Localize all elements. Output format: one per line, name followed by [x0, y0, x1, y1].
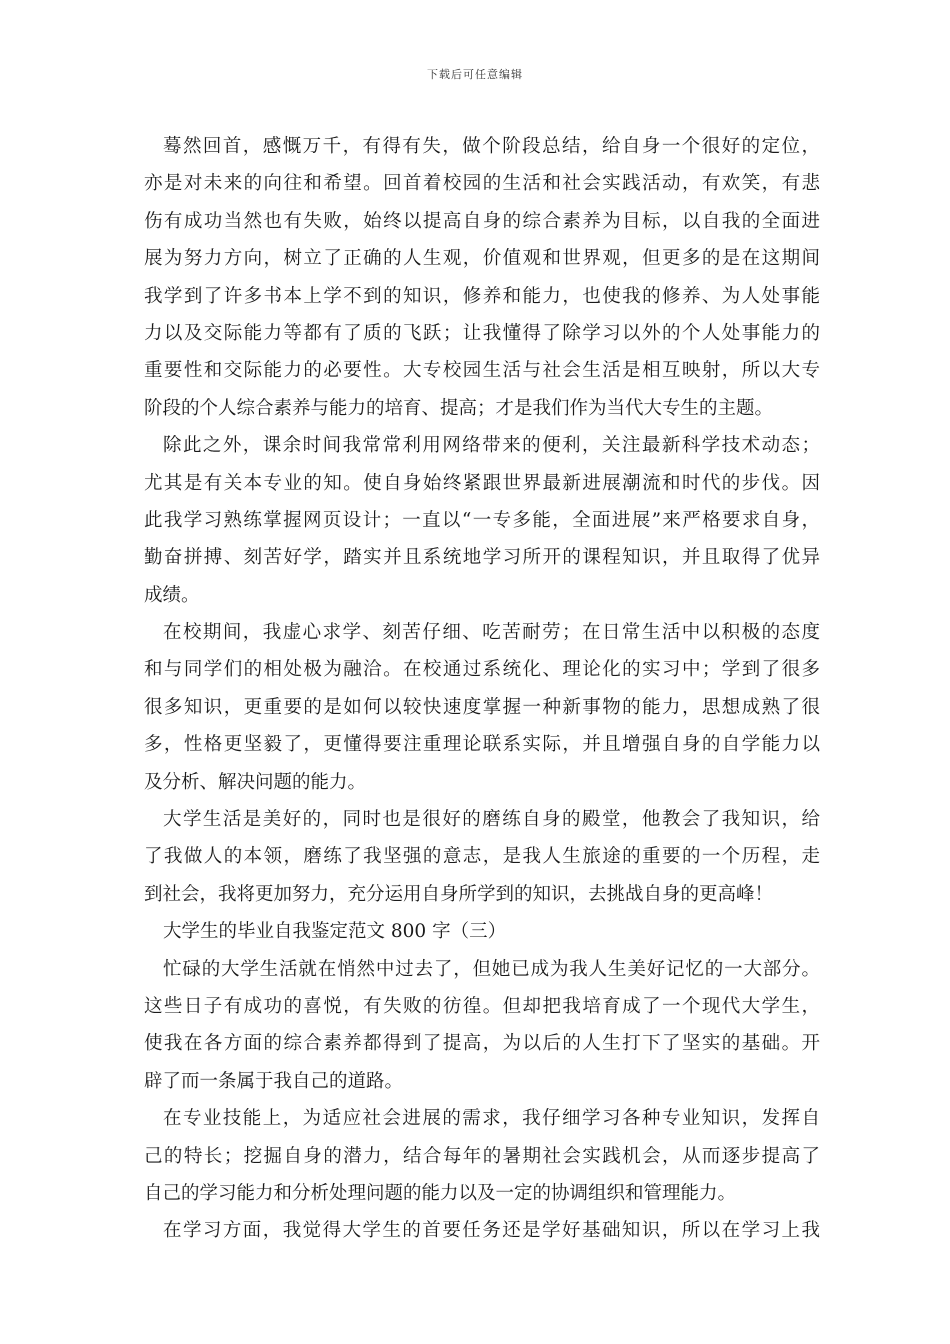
page-header: 下载后可任意编辑 — [427, 68, 523, 81]
text-line: 了我做人的本领，磨练了我坚强的意志，是我人生旅途的重要的一个历程，走 — [144, 846, 820, 868]
text-line: 力以及交际能力等都有了质的飞跃；让我懂得了除学习以外的个人处事能力的 — [144, 322, 820, 344]
text-line: 成绩。 — [144, 584, 200, 606]
text-line: 展为努力方向，树立了正确的人生观，价值观和世界观，但更多的是在这期间 — [144, 248, 820, 270]
text-line: 勤奋拼搏、刻苦好学，踏实并且系统地学习所开的课程知识，并且取得了优异 — [144, 547, 820, 569]
document-body — [144, 128, 820, 1250]
text-line: 我学到了许多书本上学不到的知识，修养和能力，也使我的修养、为人处事能 — [144, 285, 820, 307]
text-line: 亦是对未来的向往和希望。回首着校园的生活和社会实践活动，有欢笑，有悲 — [144, 173, 820, 195]
text-line: 到社会，我将更加努力，充分运用自身所学到的知识，去挑战自身的更高峰！ — [144, 883, 774, 905]
text-line: 重要性和交际能力的必要性。大专校园生活与社会生活是相互映射，所以大专 — [144, 360, 820, 382]
text-line: 在校期间，我虚心求学、刻苦仔细、吃苦耐劳；在日常生活中以积极的态度 — [163, 622, 820, 644]
text-line: 己的特长；挖掘自身的潜力，结合每年的暑期社会实践机会，从而逐步提高了 — [144, 1145, 820, 1167]
text-line: 蓦然回首，感慨万千，有得有失，做个阶段总结，给自身一个很好的定位， — [163, 136, 820, 157]
text-line: 阶段的个人综合素养与能力的培育、提高；才是我们作为当代大专生的主题。 — [144, 397, 774, 419]
text-line: 辟了而一条属于我自己的道路。 — [144, 1070, 404, 1092]
text-line: 使我在各方面的综合素养都得到了提高，为以后的人生打下了坚实的基础。开 — [144, 1033, 820, 1055]
text-line: 伤有成功当然也有失败，始终以提高自身的综合素养为目标，以自我的全面进 — [144, 210, 820, 232]
text-line: 及分析、解决问题的能力。 — [144, 771, 367, 793]
text-line: 忙碌的大学生活就在悄然中过去了，但她已成为我人生美好记忆的一大部分。 — [163, 958, 820, 980]
text-line: 大学生的毕业自我鉴定范文 800 字（三） — [163, 921, 507, 943]
text-line: 和与同学们的相处极为融洽。在校通过系统化、理论化的实习中；学到了很多 — [144, 659, 820, 681]
text-line: 自己的学习能力和分析处理问题的能力以及一定的协调组织和管理能力。 — [144, 1182, 737, 1204]
text-line: 这些日子有成功的喜悦，有失败的彷徨。但却把我培育成了一个现代大学生， — [144, 995, 820, 1017]
text-line: 除此之外，课余时间我常常利用网络带来的便利，关注最新科学技术动态； — [163, 435, 820, 457]
text-line: 很多知识，更重要的是如何以较快速度掌握一种新事物的能力，思想成熟了很 — [144, 696, 820, 718]
text-line: 大学生活是美好的，同时也是很好的磨练自身的殿堂，他教会了我知识，给 — [163, 809, 820, 831]
text-line: 此我学习熟练掌握网页设计；一直以“一专多能，全面进展”来严格要求自身， — [144, 509, 820, 531]
text-line: 在专业技能上，为适应社会进展的需求，我仔细学习各种专业知识，发挥自 — [163, 1108, 820, 1130]
text-line: 多，性格更坚毅了，更懂得要注重理论联系实际，并且增强自身的自学能力以 — [144, 734, 820, 756]
text-line: 尤其是有关本专业的知。使自身始终紧跟世界最新进展潮流和时代的步伐。因 — [144, 472, 820, 494]
text-line: 在学习方面，我觉得大学生的首要任务还是学好基础知识，所以在学习上我 — [163, 1220, 820, 1242]
